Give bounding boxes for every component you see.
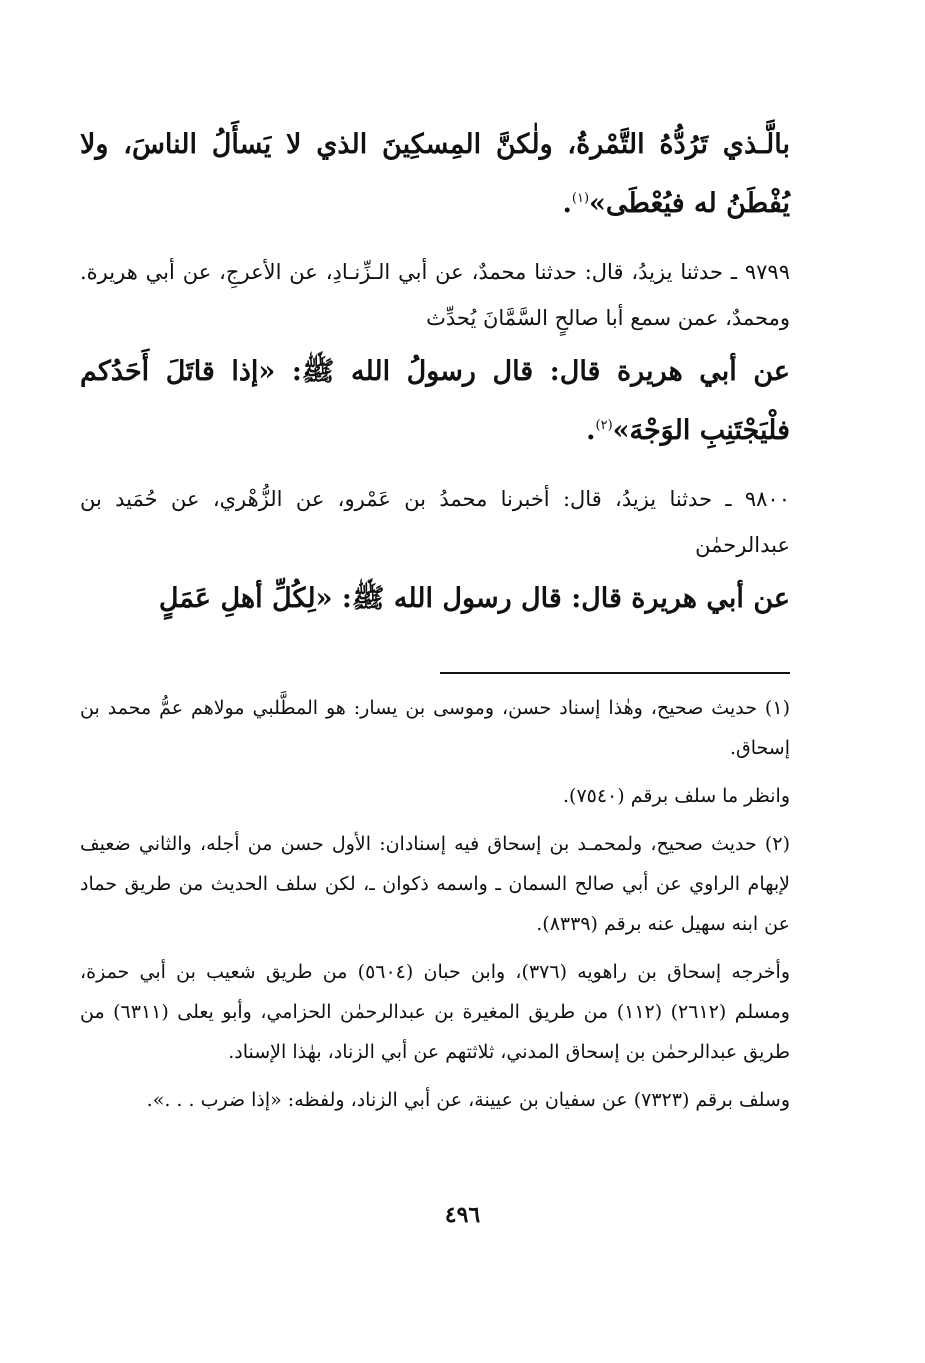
footnote-2-cross-ref: وسلف برقم (٧٣٢٣) عن سفيان بن عيينة، عن أبي الزناد، ولفظه: «إذا ضرب . . .». [146, 1089, 790, 1111]
hadith-text-continuation [80, 118, 790, 231]
footnote-2-sources: وأخرجه إسحاق بن راهويه (٣٧٦)، وابن حبان (٥٦٠٤) من طريق شعيب بن أبي حمزة، ومسلم (٢٦١٢) (١١٢) من طريق المغيرة بن عبدالرحمٰن الحزامي، وأبو يعلى (٦٣١١) من طريق عبدالرحمٰن بن إسحاق المدني، ثلاثتهم عن أبي الزناد، بهٰذا الإسناد. [80, 961, 790, 1063]
sentence-end: . [562, 188, 572, 219]
footnote-ref-1: (١) [571, 191, 590, 206]
footnote-1-cross-ref: وانظر ما سلف برقم (٧٥٤٠). [562, 785, 790, 807]
footnote-2: (٢) حديث صحيح، ولمحمـد بن إسحاق فيه إسنادان: الأول حسن من أجله، والثاني ضعيف لإبهام الراوي عن أبي صالح السمان ـ واسمه ذكوان ـ، لكن سلف الحديث من طريق حماد عن ابنه سهيل عنه برقم (٨٣٣٩). [80, 833, 790, 935]
footnote-1: (١) حديث صحيح، وهٰذا إسناد حسن، وموسى بن يسار: هو المطَّلبي مولاهم عمُّ محمد بن إسحاق. [80, 697, 790, 759]
footnote-separator [440, 672, 790, 674]
page-number: ٤٩٦ [444, 1202, 481, 1228]
hadith-text-9799 [80, 345, 790, 458]
hadith-text-9800: عن أبي هريرة قال: قال رسول الله ﷺ: «لِكُلِّ أهلِ عَمَلٍ [158, 583, 790, 614]
isnad-9800: ٩٨٠٠ ـ حدثنا يزيدُ، قال: أخبرنا محمدُ بن عَمْرو، عن الزُّهْري، عن حُمَيد بن عبدالرحمٰن [80, 487, 790, 557]
hadith-text: بالَّـذي تَرُدُّهُ التَّمْرةُ، ولٰكنَّ المِسكِينَ الذي لا يَسأَلُ الناسَ، ولا يُفْطَنُ له فيُعْطَى» [80, 129, 790, 219]
sentence-end: . [586, 415, 596, 446]
footnote-ref-2: (٢) [595, 418, 613, 433]
isnad-9799: ٩٧٩٩ ـ حدثنا يزيدُ، قال: حدثنا محمدٌ، عن أبي الـزِّنـادِ، عن الأعرجِ، عن أبي هريرة. ومحمدٌ، عمن سمع أبا صالحٍ السَّمَّانَ يُحدِّث [80, 260, 790, 330]
footnote-separator-wrap [80, 672, 790, 674]
hadith-text: عن أبي هريرة قال: قال رسولُ الله ﷺ: «إذا قاتَلَ أَحَدُكم فلْيَجْتَنِبِ الوَجْهَ» [80, 356, 790, 446]
page-body [80, 118, 790, 1128]
